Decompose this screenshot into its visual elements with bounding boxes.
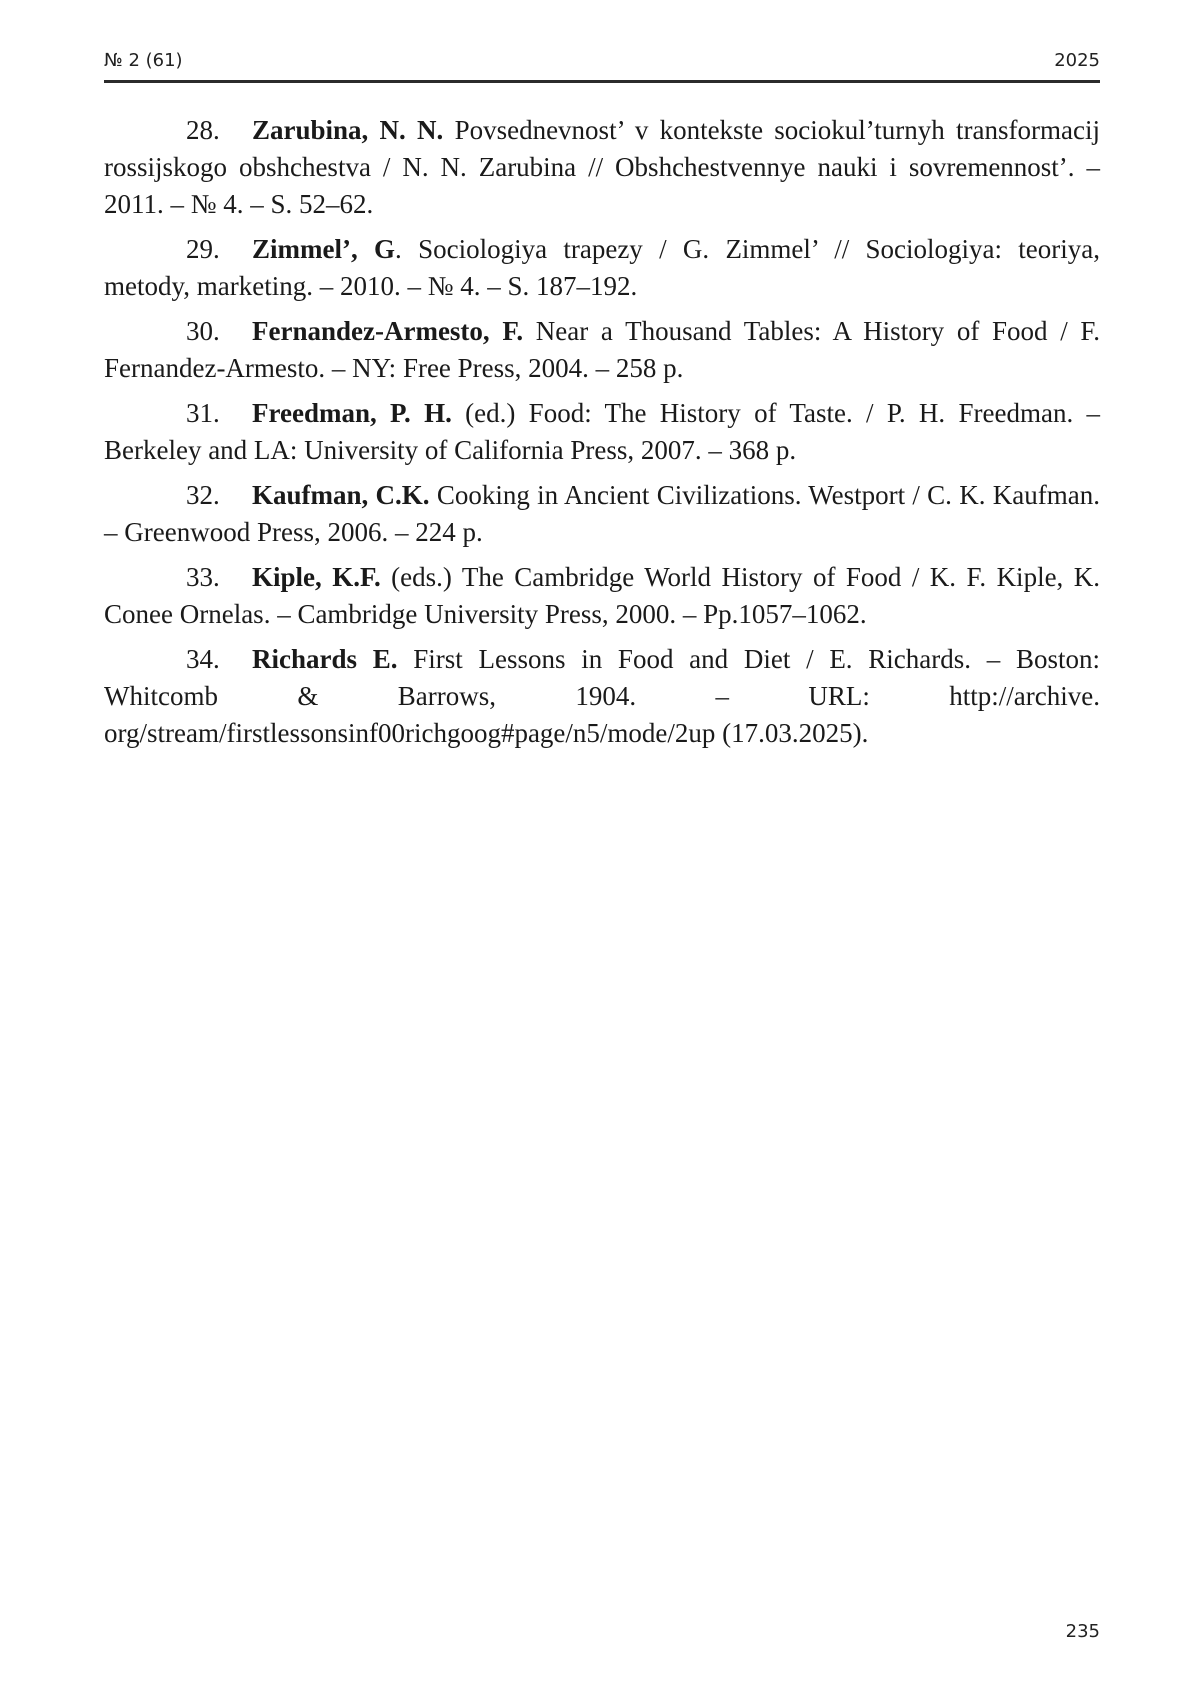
- reference-number: 29.: [186, 234, 220, 264]
- publication-year: 2025: [1054, 50, 1100, 71]
- reference-text: Povsednevnost’ v kontekste sociokul’turnyh transformacij rossijskogo obshchestva / N. N. Zarubina // Obshchestvennye nauki i sovremennost’. – 2011. – № 4. – S. 52–62.: [104, 115, 1100, 219]
- reference-number: 30.: [186, 316, 220, 346]
- reference-text: First Lessons in Food and Diet / E. Richards. – Boston: Whitcomb & Barrows, 1904. – URL: http://archive. org/stream/firstlessonsinf00richgoog#page/n5/mode/2up (17.03.2025).: [104, 644, 1100, 748]
- reference-item: [104, 231, 1100, 305]
- reference-list: [104, 112, 1100, 760]
- page-number: 235: [1065, 1621, 1100, 1642]
- reference-author: Fernandez-Armesto, F.: [252, 316, 524, 346]
- reference-item: [104, 112, 1100, 223]
- reference-text: Cooking in Ancient Civilizations. Westport / C. K. Kaufman. – Greenwood Press, 2006. – 224 p.: [104, 480, 1100, 547]
- reference-item: [104, 559, 1100, 633]
- reference-text: (ed.) Food: The History of Taste. / P. H. Freedman. – Berkeley and LA: University of California Press, 2007. – 368 p.: [104, 398, 1100, 465]
- running-header: [104, 46, 1100, 83]
- reference-text: Near a Thousand Tables: A History of Food / F. Fernandez-Armesto. – NY: Free Press, 2004. – 258 p.: [104, 316, 1100, 383]
- reference-author: Kaufman, C.K.: [252, 480, 430, 510]
- reference-author: Richards E.: [252, 644, 398, 674]
- issue-number: № 2 (61): [104, 50, 183, 71]
- reference-number: 33.: [186, 562, 220, 592]
- reference-text: . Sociologiya trapezy / G. Zimmel’ // Sociologiya: teoriya, metody, marketing. – 2010. – № 4. – S. 187–192.: [104, 234, 1100, 301]
- reference-author: Kiple, K.F.: [252, 562, 381, 592]
- reference-item: [104, 477, 1100, 551]
- reference-number: 31.: [186, 398, 220, 428]
- reference-item: [104, 641, 1100, 752]
- reference-number: 34.: [186, 644, 220, 674]
- reference-item: [104, 395, 1100, 469]
- reference-number: 28.: [186, 115, 220, 145]
- reference-number: 32.: [186, 480, 220, 510]
- reference-author: Freedman, P. H.: [252, 398, 452, 428]
- reference-item: [104, 313, 1100, 387]
- reference-text: (eds.) The Cambridge World History of Food / K. F. Kiple, K. Conee Ornelas. – Cambridge University Press, 2000. – Pp.1057–1062.: [104, 562, 1100, 629]
- reference-author: Zarubina, N. N.: [252, 115, 444, 145]
- reference-author: Zimmel’, G: [252, 234, 396, 264]
